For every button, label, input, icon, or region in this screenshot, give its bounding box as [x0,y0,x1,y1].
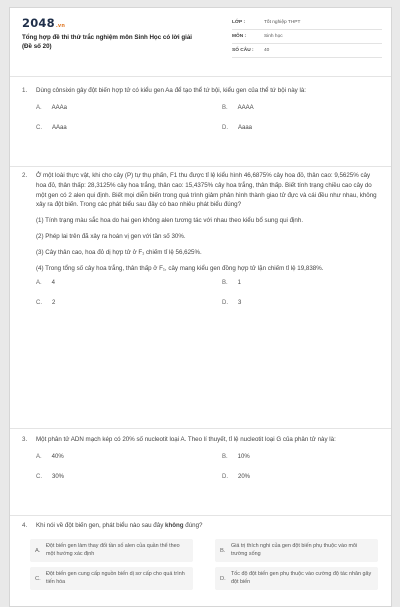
question-number: 3. [22,436,28,443]
question-3 [22,435,382,497]
question-text [36,521,382,531]
option-text: Đột biến gen làm thay đổi tần số alen của quần thể theo một hướng xác định [46,542,180,557]
question-number: 4. [22,522,28,529]
option-letter: B. [222,280,228,287]
option-text: 4 [51,280,56,287]
option-text: 30% [52,473,65,480]
statement-2: (2) Phép lai trên đã xảy ra hoán vị gen với tần số 30%. [36,232,186,240]
option-letter: D. [220,575,226,582]
option-text: 1 [237,280,242,287]
question-text: Ở một loài thực vật, khi cho cây (P) tự thụ phấn, F1 thu được tỉ lệ kiểu hình 46,6875% cây hoa đỏ, thân cao: 9,5625% cây hoa đỏ, thân thấp: 28,3125% cây hoa trắng, thân cao: 15,4375% cây hoa trắng, thân thấp. Biết tính trạng chiều cao cây do một gen có 2 alen qui định. Biết mọi diễn biến trong quá trình giảm phân hình thành giao tử đực và cái đều như nhau, không xảy ra đột biến. Trong các phát biểu sau đây có bao nhiêu phát biểu đúng? [36,172,377,209]
statement-4: (4) Trong tổng số cây hoa trắng, thân thấp ở F₁, cây mang kiểu gen đồng hợp tử lặn chiếm tỉ lệ 19,838%. [36,264,324,272]
option-letter: C. [36,473,42,480]
question-2 [22,171,382,323]
option-b[interactable] [222,104,254,114]
option-c[interactable] [36,299,55,309]
divider [10,515,391,516]
option-text: Giá trị thích nghi của gen đột biến phụ thuộc vào môi trường sống [231,542,358,557]
option-letter: B. [222,453,228,460]
option-a[interactable] [36,279,55,289]
option-text: Đột biến gen cung cấp nguồn biến dị sơ cấp cho quá trình tiến hóa [46,570,185,585]
option-letter: C. [36,300,42,307]
divider [10,166,391,167]
document-title [22,33,242,51]
question-text: Dùng cônsixin gây đột biến hợp tử có kiểu gen Aa để tạo thể tứ bội, kiểu gen của thể tứ bội này là: [36,87,307,94]
option-letter: C. [35,575,41,582]
option-text: AAaa [52,124,67,131]
option-letter: A. [35,547,41,554]
meta-value: 40 [264,48,270,53]
option-text: 20% [238,473,251,480]
options [36,453,382,497]
option-text: 2 [52,300,56,307]
meta-row-class [232,16,382,30]
title-line-1: Tổng hợp đề thi thử trắc nghiệm môn Sinh Học có lời giải [22,34,193,41]
question-text-after: đúng? [183,522,203,529]
option-text: 40% [51,453,64,460]
option-d[interactable] [222,124,252,134]
question-number: 2. [22,172,28,179]
option-text: AAAa [51,104,68,111]
question-text: Một phân tử ADN mạch kép có 20% số nucleotit loại A. Theo lí thuyết, tỉ lệ nucleotit loại G của phân tử này là: [36,436,336,443]
option-letter: B. [220,547,226,554]
option-d[interactable] [215,567,378,590]
statement-1: (1) Tính trạng màu sắc hoa do hai gen không alen tương tác với nhau theo kiểu bổ sung qui định. [36,217,304,225]
question-body [36,171,382,273]
meta-row-count [232,44,382,58]
meta-key: LỚP : [232,20,246,25]
title-line-2: (Đề số 20) [22,43,52,50]
divider [10,76,391,77]
document-page [9,7,392,607]
option-letter: A. [36,280,42,287]
option-letter: D. [222,300,228,307]
option-a[interactable] [30,539,193,562]
options [36,279,382,323]
option-d[interactable] [222,473,250,483]
option-b[interactable] [222,453,250,463]
option-text: 10% [237,453,250,460]
site-logo[interactable] [22,16,65,30]
option-letter: D. [222,473,228,480]
option-a[interactable] [36,104,67,114]
option-letter: B. [222,104,228,111]
option-c[interactable] [36,473,64,483]
option-c[interactable] [30,567,193,590]
meta-row-subject [232,30,382,44]
document-header [10,8,391,66]
question-1 [22,86,382,148]
option-text: 3 [238,300,242,307]
option-letter: C. [36,124,42,131]
logo-suffix: .vn [55,23,66,29]
question-4 [22,521,382,595]
option-d[interactable] [222,299,241,309]
meta-key: SỐ CÂU : [232,48,254,53]
option-text: Tốc độ đột biến gen phụ thuộc vào cường độ tác nhân gây đột biến [231,570,372,585]
option-a[interactable] [36,453,64,463]
statement-3: (3) Cây thân cao, hoa đỏ dị hợp tử ở F₁ chiếm tỉ lệ 56,625%. [36,248,202,256]
option-text: AAAA [237,104,254,111]
options [36,104,382,148]
option-letter: A. [36,104,42,111]
question-text-emphasis: không [165,522,184,529]
option-letter: A. [36,453,42,460]
option-letter: D. [222,124,228,131]
meta-value: Tốt nghiệp THPT [264,20,301,25]
meta-key: MÔN : [232,34,247,39]
option-text: Aaaa [238,124,253,131]
meta-value: Sinh học [264,34,283,39]
options [30,539,382,595]
option-b[interactable] [215,539,378,562]
document-meta [232,16,382,58]
question-text-before: Khi nói về đột biến gen, phát biểu nào sau đây [36,522,166,529]
question-number: 1. [22,87,28,94]
divider [10,428,391,429]
option-b[interactable] [222,279,241,289]
logo-text: 2048 [22,16,55,30]
option-c[interactable] [36,124,67,134]
